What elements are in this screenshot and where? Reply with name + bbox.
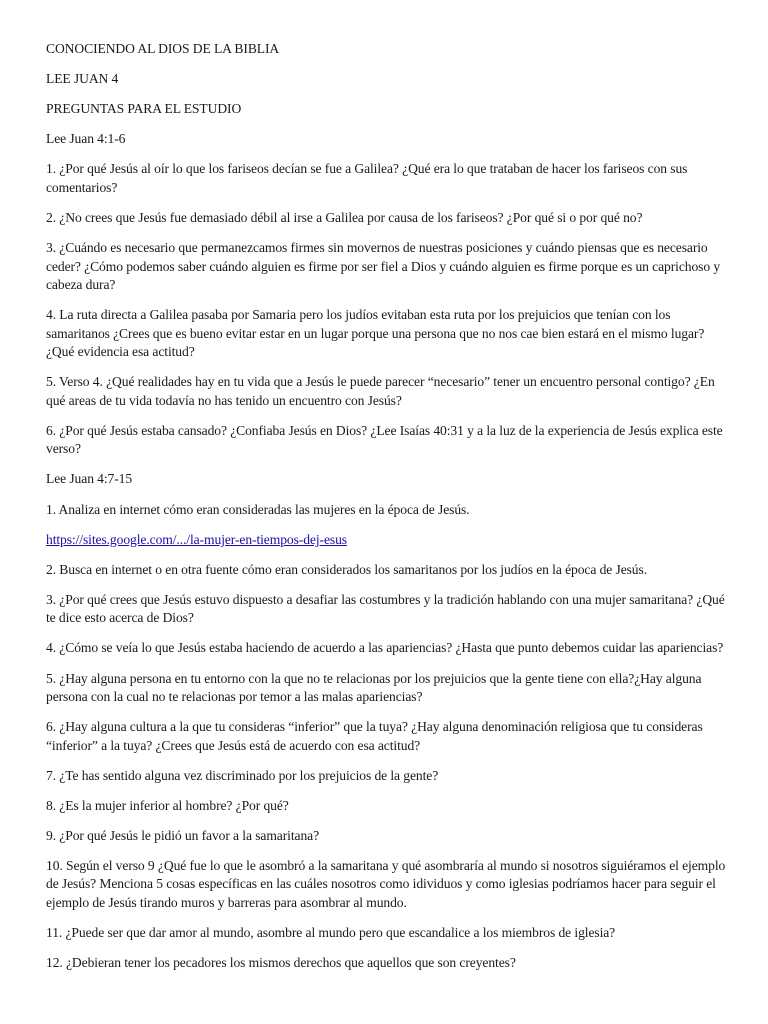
study-question: 5. ¿Hay alguna persona en tu entorno con la que no te relacionas por los prejuicios que la gente tiene con ella?¿Hay alguna persona con la cual no te relacionas por temor a las malas apariencias?	[46, 670, 702, 704]
study-question: 6. ¿Por qué Jesús estaba cansado? ¿Confiaba Jesús en Dios? ¿Lee Isaías 40:31 y a la luz de la experiencia de Jesús explica este verso?	[46, 422, 723, 457]
reading-reference: LEE JUAN 4	[46, 71, 119, 87]
reference-link[interactable]: https://sites.google.com/.../la-mujer-en-tiempos-dej-esus	[46, 531, 347, 547]
document-title: CONOCIENDO AL DIOS DE LA BIBLIA	[46, 41, 280, 56]
study-question: 3. ¿Por qué crees que Jesús estuvo dispuesto a desafiar las costumbres y la tradición hablando con una mujer samaritana? ¿Qué te dice esto acerca de Dios?	[46, 591, 725, 626]
study-question: 12. ¿Debieran tener los pecadores los mismos derechos que aquellos que son creyentes?	[46, 955, 516, 971]
study-question: 2. ¿No crees que Jesús fue demasiado débil al irse a Galilea por causa de los fariseos? ¿Por qué si o por qué no?	[46, 209, 643, 225]
study-question: 7. ¿Te has sentido alguna vez discriminado por los prejuicios de la gente?	[46, 767, 439, 783]
study-question: 2. Busca en internet o en otra fuente cómo eran considerados los samaritanos por los judíos en la época de Jesús.	[46, 561, 647, 577]
study-question: 5. Verso 4. ¿Qué realidades hay en tu vida que a Jesús le puede parecer “necesario” tener un encuentro personal contigo? ¿En qué areas de tu vida todavía no has tenido un encuentro con Jesús?	[46, 374, 715, 408]
study-question: 4. La ruta directa a Galilea pasaba por Samaria pero los judíos evitaban esta ruta por los prejuicios que tenían con los samaritanos ¿Crees que es bueno evitar estar en un lugar porque una persona que no nos cae bien estará en el mismo lugar? ¿Qué evidencia esa actitud?	[46, 307, 705, 360]
section-heading-juan-4-7-15: Lee Juan 4:7-15	[46, 471, 133, 487]
study-question: 8. ¿Es la mujer inferior al hombre? ¿Por qué?	[46, 797, 289, 813]
section-heading-juan-4-1-6: Lee Juan 4:1-6	[46, 131, 126, 147]
study-question: 1. Analiza en internet cómo eran consideradas las mujeres en la época de Jesús.	[46, 501, 470, 517]
study-heading: PREGUNTAS PARA EL ESTUDIO	[46, 101, 242, 117]
document-body	[46, 40, 730, 984]
reference-link-paragraph	[46, 531, 730, 550]
study-question: 11. ¿Puede ser que dar amor al mundo, asombre al mundo pero que escandalice a los miembros de iglesia?	[46, 925, 616, 941]
study-question: 9. ¿Por qué Jesús le pidió un favor a la samaritana?	[46, 827, 320, 843]
study-question: 4. ¿Cómo se veía lo que Jesús estaba haciendo de acuerdo a las apariencias? ¿Hasta que punto debemos cuidar las apariencias?	[46, 640, 724, 656]
study-question: 6. ¿Hay alguna cultura a la que tu consideras “inferior” que la tuya? ¿Hay alguna denominación religiosa que tu consideras “inferior” a la tuya? ¿Crees que Jesús está de acuerdo con esa actitud?	[46, 719, 703, 753]
study-question: 3. ¿Cuándo es necesario que permanezcamos firmes sin movernos de nuestras posiciones y cuándo piensas que es necesario ceder? ¿Cómo podemos saber cuándo alguien es firme por ser fiel a Dios y cuándo alguien es firme porque es un caprichoso y cabeza dura?	[46, 240, 721, 293]
study-question: 1. ¿Por qué Jesús al oír lo que los fariseos decían se fue a Galilea? ¿Qué era lo que trataban de hacer los fariseos con sus comentarios?	[46, 161, 688, 195]
study-question: 10. Según el verso 9 ¿Qué fue lo que le asombró a la samaritana y qué asombraría al mundo si nosotros siguiéramos el ejemplo de Jesús? Menciona 5 cosas específicas en las cuáles nosotros como idividuos y como iglesias podríamos hacer para seguir el ejemplo de Jesús tirando muros y barreras para asombrar al mundo.	[46, 857, 726, 910]
